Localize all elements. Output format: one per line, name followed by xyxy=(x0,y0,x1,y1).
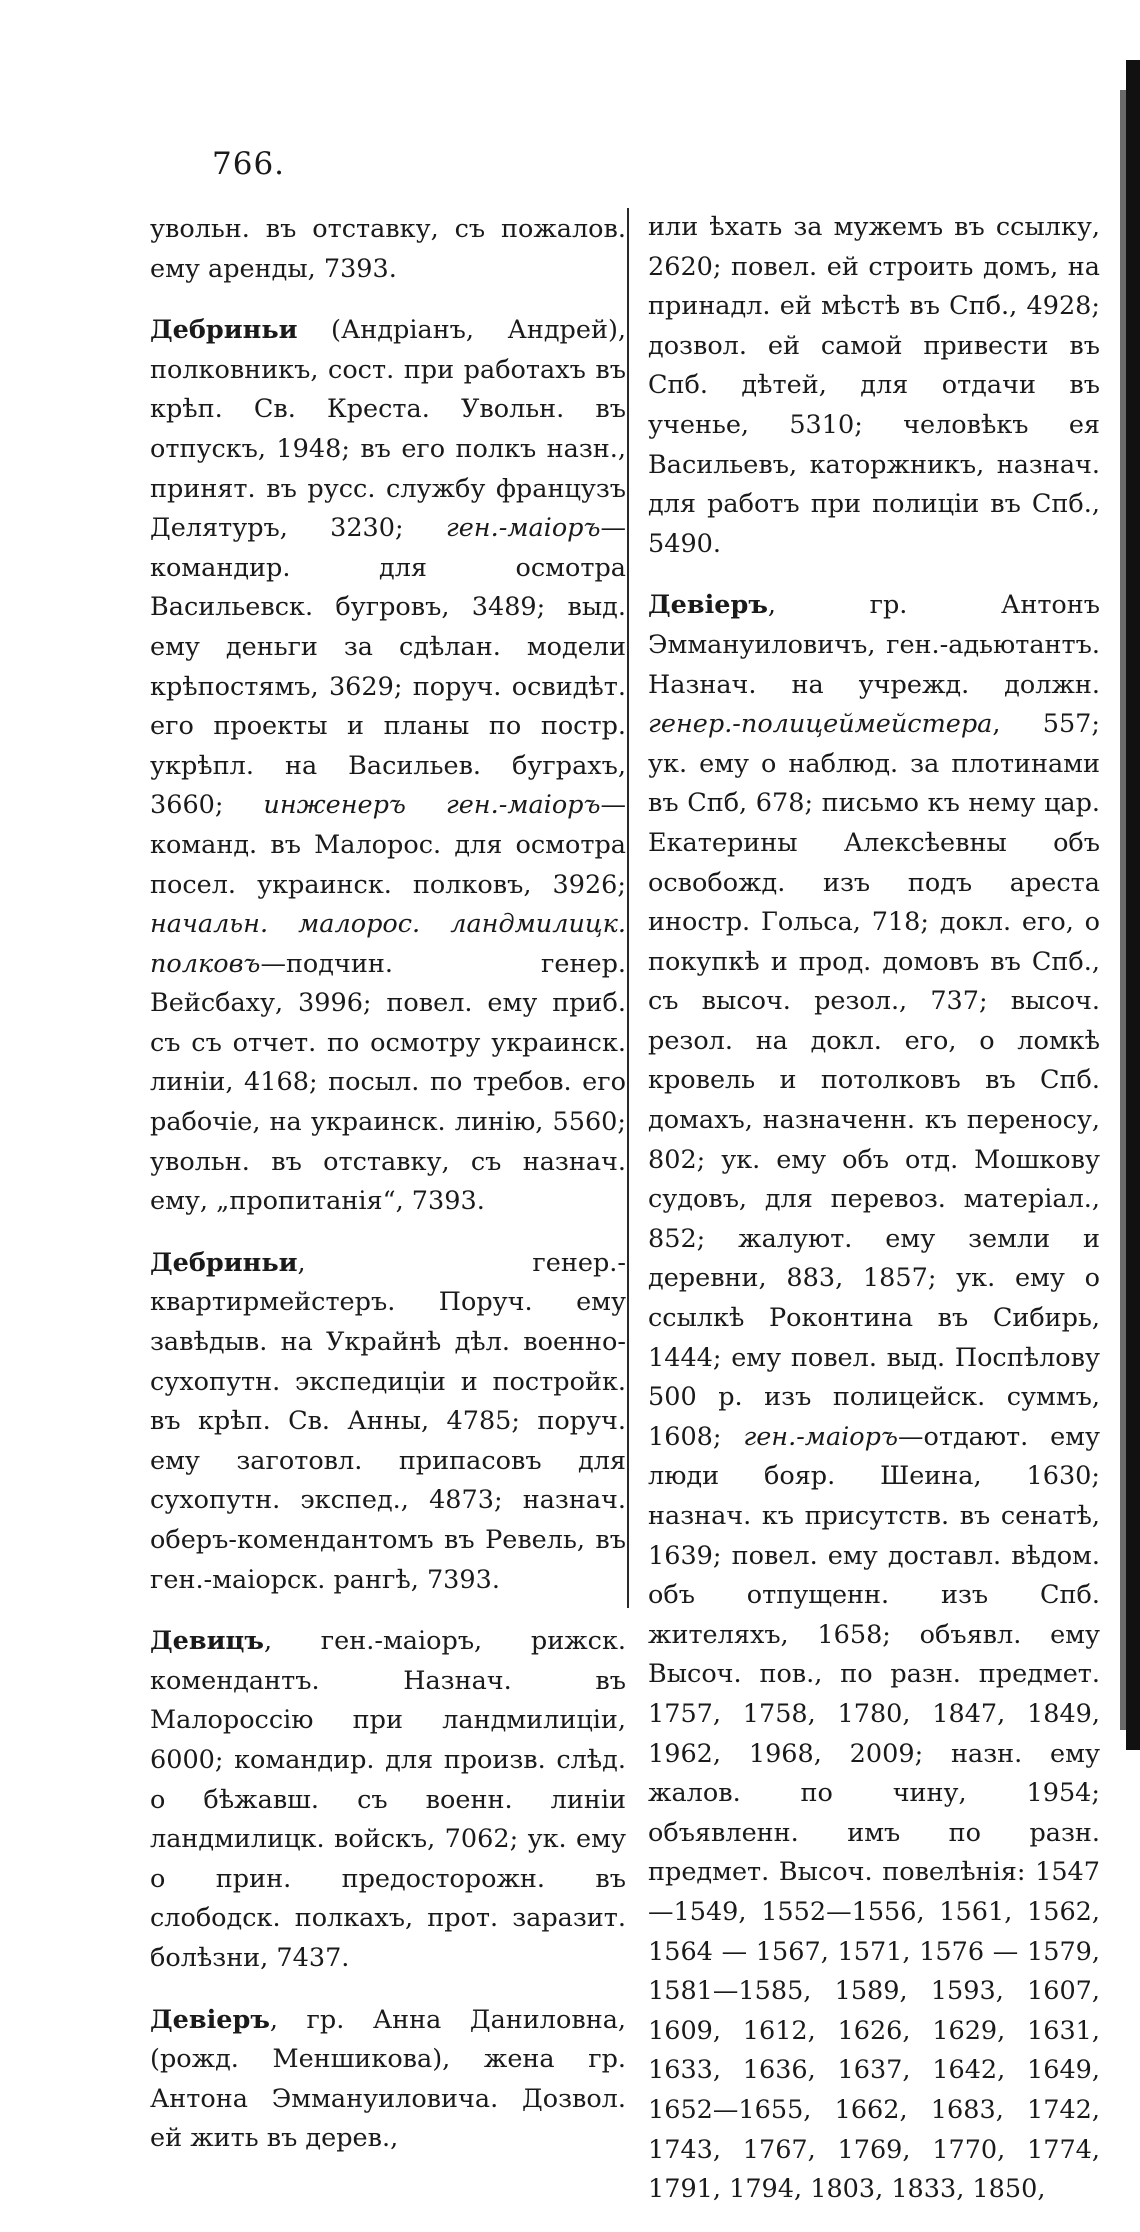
entry-rank: инженеръ ген.-маіоръ xyxy=(263,790,601,821)
entry-body: (Андріанъ, Андрей), полковникъ, сост. при работахъ въ крѣп. Св. Креста. Увольн. въ отпускъ, 1948; въ его полкъ назн., принят. въ русс. службу французъ Делятуръ, 3230; xyxy=(150,315,626,544)
entry xyxy=(648,586,1100,2209)
entry-rank: ген.-маіоръ xyxy=(445,513,601,544)
entry xyxy=(150,311,626,1222)
entry-heading: Девицъ xyxy=(150,1626,264,1657)
left-column xyxy=(150,210,626,2181)
entry-body: , генер.-квартирмейстеръ. Поруч. ему завѣдыв. на Украйнѣ дѣл. военно-сухопутн. экспедиціи и постройк. въ крѣп. Св. Анны, 4785; поруч. ему заготовл. припасовъ для сухопутн. экспед., 4873; назнач. оберъ-комендантомъ въ Ревель, въ ген.-маіорск. рангѣ, 7393. xyxy=(150,1247,626,1595)
entry-body: — командир. для осмотра Васильевск. бугровъ, 3489; выд. ему деньги за сдѣлан. модели крѣпостямъ, 3629; поруч. освидѣт. его проекты и планы по постр. укрѣпл. на Васильев. буграхъ, 3660; xyxy=(150,513,626,821)
entry xyxy=(150,2001,626,2159)
entry-body: увольн. въ отставку, съ пожалов. ему аренды, 7393. xyxy=(150,214,626,284)
entry xyxy=(150,1244,626,1600)
entry-text xyxy=(150,1622,626,1978)
entry xyxy=(150,1622,626,1978)
entry-body: —команд. въ Малорос. для осмотра посел. украинск. полковъ, 3926; xyxy=(150,790,626,900)
entry-heading: Девіеръ xyxy=(648,590,768,621)
entry xyxy=(648,208,1100,564)
entry-body: , гр. Антонъ Эммануиловичъ, ген.-адьютантъ. Назнач. на учрежд. должн. xyxy=(648,590,1100,700)
entry-body: —отдают. ему люди бояр. Шеина, 1630; назнач. къ присутств. въ сенатѣ, 1639; повел. ему доставл. вѣдом. объ отпущенн. изъ Спб. жителяхъ, 1658; объявл. ему Высоч. пов., по разн. предмет. 1757, 1758, 1780, 1847, 1849, 1962, 1968, 2009; назн. ему жалов. по чину, 1954; объявленн. имъ по разн. предмет. Высоч. повелѣнія: 1547—1549, 1552—1556, 1561, 1562, 1564 — 1567, 1571, 1576 — 1579, 1581—1585, 1589, 1593, 1607, 1609, 1612, 1626, 1629, 1631, 1633, 1636, 1637, 1642, 1649, 1652—1655, 1662, 1683, 1742, 1743, 1767, 1769, 1770, 1774, 1791, 1794, 1803, 1833, 1850, xyxy=(648,1421,1101,2205)
entry-text xyxy=(150,311,626,1222)
entry-heading: Дебриньи xyxy=(150,1247,298,1278)
entry-body: , 557; ук. ему о наблюд. за плотинами въ Спб, 678; письмо къ нему цар. Екатерины Алексѣевны объ освобожд. изъ подъ ареста иностр. Гольса, 718; докл. его, о покупкѣ и прод. домовъ въ Спб., съ высоч. резол., 737; высоч. резол. на докл. его, о ломкѣ кровель и потолковъ въ Спб. домахъ, назначенн. къ переносу, 802; ук. ему объ отд. Мошкову судовъ, для перевоз. матеріал., 852; жалуют. ему земли и деревни, 883, 1857; ук. ему о ссылкѣ Роконтина въ Сибирь, 1444; ему повел. выд. Поспѣлову 500 р. изъ полицейск. суммъ, 1608; xyxy=(648,709,1100,1452)
entry-body: , гр. Анна Даниловна, (рожд. Меншикова), жена гр. Антона Эммануиловича. Дозвол. ей жить въ дерев., xyxy=(150,2004,626,2154)
entry xyxy=(150,210,626,289)
entry-text xyxy=(150,2001,626,2159)
page-number: 766. xyxy=(212,146,286,182)
entry-rank: генер.-полицеймейстера xyxy=(648,709,993,740)
entry-body: , ген.-маіоръ, рижск. комендантъ. Назнач. въ Малороссію при ландмилиціи, 6000; командир. для произв. слѣд. о бѣжавш. съ военн. линіи ландмилицк. войскъ, 7062; ук. ему о прин. предосторожн. въ слободск. полкахъ, прот. заразит. болѣзни, 7437. xyxy=(150,1626,626,1973)
entry-body: или ѣхать за мужемъ въ ссылку, 2620; повел. ей строить домъ, на принадл. ей мѣстѣ въ Спб., 4928; дозвол. ей самой привести въ Спб. дѣтей, для отдачи въ ученье, 5310; человѣкъ ея Васильевъ, каторжникъ, назнач. для работъ при полиціи въ Спб., 5490. xyxy=(648,212,1100,559)
column-divider xyxy=(627,208,629,1608)
entry-heading: Дебриньи xyxy=(150,315,298,346)
entry-text xyxy=(150,1244,626,1600)
entry-rank: ген.-маіоръ xyxy=(743,1421,898,1452)
entry-text xyxy=(648,208,1100,564)
entry-heading: Девіеръ xyxy=(150,2004,270,2035)
entry-body: —подчин. генер. Вейсбаху, 3996; повел. ему приб. съ съ отчет. по осмотру украинск. линіи, 4168; посыл. по требов. его рабочіе, на украинск. линію, 5560; увольн. въ отставку, съ назнач. ему, „пропитанія“, 7393. xyxy=(150,948,626,1217)
right-column xyxy=(648,208,1100,2232)
entry-text xyxy=(150,210,626,289)
page-edge xyxy=(1126,60,1140,1750)
entry-rank: начальн. малорос. ландмилицк. полковъ xyxy=(150,909,626,979)
entry-text xyxy=(648,586,1100,2209)
